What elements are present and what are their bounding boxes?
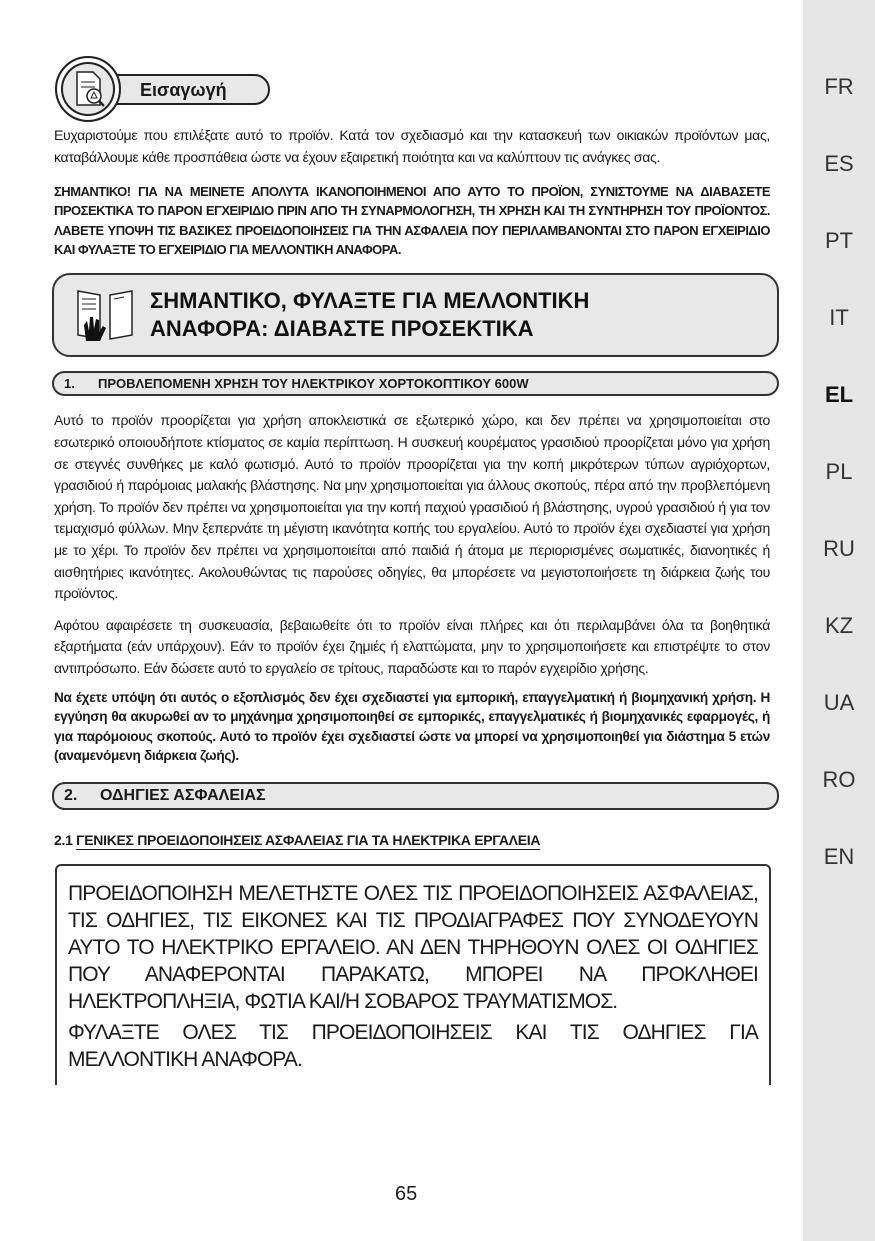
warning-paragraph: ΠΡΟΕΙΔΟΠΟΙΗΣΗ ΜΕΛΕΤΗΣΤΕ ΟΛΕΣ ΤΙΣ ΠΡΟΕΙΔΟΠΟΙΗΣΕΙΣ ΑΣΦΑΛΕΙΑΣ, ΤΙΣ ΟΔΗΓΙΕΣ, ΤΙΣ ΕΙΚΟΝΕΣ ΚΑΙ ΤΙΣ ΠΡΟΔΙΑΓΡΑΦΕΣ ΠΟΥ ΣΥΝΟΔΕΥΟΥΝ ΑΥΤΟ ΤΟ ΗΛΕΚΤΡΙΚΟ ΕΡΓΑΛΕΙΟ. ΑΝ ΔΕΝ ΤΗΡΗΘΟΥΝ ΟΛΕΣ ΟΙ ΟΔΗΓΙΕΣ ΠΟΥ ΑΝΑΦΕΡΟΝΤΑΙ ΠΑΡΑΚΑΤΩ, ΜΠΟΡΕΙ ΝΑ ΠΡΟΚΛΗΘΕΙ ΗΛΕΚΤΡΟΠΛΗΞΙΑ, ΦΩΤΙΑ ΚΑΙ/Η ΣΟΒΑΡΟΣ ΤΡΑΥΜΑΤΙΣΜΟΣ. <box>68 881 758 1013</box>
important-notice-line: ΑΝΑΦΟΡΑ: ΔΙΑΒΑΣΤΕ ΠΡΟΣΕΚΤΙΚΑ <box>150 316 534 342</box>
section-2-heading <box>52 782 779 810</box>
language-tab-es[interactable]: ES <box>824 151 854 176</box>
page-number: 65 <box>395 1183 418 1205</box>
subsection-number: 2.1 <box>54 831 73 848</box>
commercial-use-paragraph: Να έχετε υπόψη ότι αυτός ο εξοπλισμός δεν έχει σχεδιαστεί για εμπορική, επαγγελματική ή βιομηχανική χρήση. Η εγγύηση θα ακυρωθεί αν το μηχάνημα χρησιμοποιηθεί σε εμπορικές, επαγγελματικές ή βιομηχανικές εφαρμογές, ή για παρόμοιους σκοπούς. Αυτό το προϊόν έχει σχεδιαστεί ώστε να μπορεί να χρησιμοποιηθεί για διάστημα 5 ετών (αναμενόμενη διάρκεια ζωής). <box>54 689 770 764</box>
section-title: ΟΔΗΓΙΕΣ ΑΣΦΑΛΕΙΑΣ <box>100 786 266 804</box>
section-number: 2. <box>64 786 78 804</box>
language-tab-ro[interactable]: RO <box>822 767 856 792</box>
intended-use-paragraph: Αυτό το προϊόν προορίζεται για χρήση αποκλειστικά σε εξωτερικό χώρο, και δεν πρέπει να χρησιμοποιείται στο εσωτερικό οποιουδήποτε κτίσματος σε καμία περίπτωση. Η συσκευή κουρέματος γρασιδιού προορίζεται μόνο για χρήση σε στεγνές συνθήκες με καλό φωτισμό. Αυτό το προϊόν προορίζεται για την κοπή μικρότερων τύπων αγριόχορτων, γρασιδιού ή παρόμοιας μαλακής βλάστησης. Να μην χρησιμοποιείται για άλλους σκοπούς, πέρα από την προβλεπόμενη χρήση. Το προϊόν δεν πρέπει να χρησιμοποιείται για την κοπή παχιού γρασιδιού ή βλάστησης, υγρού γρασιδιού ή για τον τεμαχισμό φύλλων. Μην ξεπερνάτε τη μέγιστη ικανότητα κοπής του εργαλείου. Αυτό το προϊόν έχει σχεδιαστεί για χρήση με το χέρι. Το προϊόν δεν πρέπει να χρησιμοποιείται από παιδιά ή άτομα με περιορισμένες σωματικές, διανοητικές ή αισθητήριες ικανότητες. Ακολουθώντας τις παρούσες οδηγίες, θα μπορέσετε να μεγιστοποιήσετε τη διάρκεια ζωής του προϊόντος. <box>54 412 770 602</box>
language-tab-ua[interactable]: UA <box>823 690 855 715</box>
important-notice-box <box>52 273 779 357</box>
language-tab-fr[interactable]: FR <box>824 74 854 99</box>
intro-important-paragraph: ΣΗΜΑΝΤΙΚΟ! ΓΙΑ ΝΑ ΜΕΙΝΕΤΕ ΑΠΟΛΥΤΑ ΙΚΑΝΟΠΟΙΗΜΕΝΟΙ ΑΠΟ ΑΥΤΟ ΤΟ ΠΡΟΪΟΝ, ΣΥΝΙΣΤΟΥΜΕ ΝΑ ΔΙΑΒΑΣΕΤΕ ΠΡΟΣΕΚΤΙΚΑ ΤΟ ΠΑΡΟΝ ΕΓΧΕΙΡΙΔΙΟ ΠΡΙΝ ΑΠΟ ΤΗ ΣΥΝΑΡΜΟΛΟΓΗΣΗ, ΤΗ ΧΡΗΣΗ ΚΑΙ ΤΗ ΣΥΝΤΗΡΗΣΗ ΤΟΥ ΠΡΟΪΟΝΤΟΣ. ΛΑΒΕΤΕ ΥΠΟΨΗ ΤΙΣ ΒΑΣΙΚΕΣ ΠΡΟΕΙΔΟΠΟΙΗΣΕΙΣ ΓΙΑ ΤΗΝ ΑΣΦΑΛΕΙΑ ΠΟΥ ΠΕΡΙΛΑΜΒΑΝΟΝΤΑΙ ΣΤΟ ΠΑΡΟΝ ΕΓΧΕΙΡΙΔΙΟ ΚΑΙ ΦΥΛΑΞΤΕ ΤΟ ΕΓΧΕΙΡΙΔΙΟ ΓΙΑ ΜΕΛΛΟΝΤΙΚΗ ΑΝΑΦΟΡΑ. <box>54 184 770 258</box>
document-warning-icon <box>55 56 121 122</box>
safety-warning-box <box>55 864 771 1085</box>
unpacking-paragraph: Αφότου αφαιρέσετε τη συσκευασία, βεβαιωθείτε ότι το προϊόν είναι πλήρες και ότι περιλαμβάνει όλα τα βοηθητικά εξαρτήματα (εάν υπάρχουν). Εάν το προϊόν έχει ζημιές ή ελαττώματα, μην το χρησιμοποιήσετε και επιστρέψτε το στον αντιπρόσωπο. Εάν δώσετε αυτό το εργαλείο σε τρίτους, παραδώστε και το παρόν εγχειρίδιο χρήσης. <box>54 616 770 676</box>
intro-heading <box>100 74 270 105</box>
language-tab-en[interactable]: EN <box>823 844 855 869</box>
language-tab-it[interactable]: IT <box>829 305 849 330</box>
intro-header <box>54 56 770 122</box>
read-manual-icon <box>74 285 136 343</box>
language-tab-kz[interactable]: KZ <box>824 613 854 638</box>
important-notice-line: ΣΗΜΑΝΤΙΚΟ, ΦΥΛΑΞΤΕ ΓΙΑ ΜΕΛΛΟΝΤΙΚΗ <box>150 288 590 314</box>
content-column <box>54 56 770 1085</box>
section-title: ΠΡΟΒΛΕΠΟΜΕΝΗ ΧΡΗΣΗ ΤΟΥ ΗΛΕΚΤΡΙΚΟΥ ΧΟΡΤΟΚΟΠΤΙΚΟΥ 600W <box>98 376 529 392</box>
subsection-title: ΓΕΝΙΚΕΣ ΠΡΟΕΙΔΟΠΟΙΗΣΕΙΣ ΑΣΦΑΛΕΙΑΣ ΓΙΑ ΤΑ ΗΛΕΚΤΡΙΚΑ ΕΡΓΑΛΕΙΑ <box>76 831 541 848</box>
language-tab-ru[interactable]: RU <box>823 536 855 561</box>
subsection-heading <box>54 830 770 850</box>
language-tab-pt[interactable]: PT <box>824 228 854 253</box>
language-tab-pl[interactable]: PL <box>825 459 853 484</box>
language-tab-el[interactable]: EL <box>824 382 854 407</box>
intro-title: Εισαγωγή <box>140 80 227 100</box>
intro-paragraph: Ευχαριστούμε που επιλέξατε αυτό το προϊόν. Κατά τον σχεδιασμό και την κατασκευή των οικιακών προϊόντων μας, καταβάλλουμε κάθε προσπάθεια ώστε να έχουν εξαιρετική ποιότητα και να καλύπτουν τις ανάγκες σας. <box>54 127 770 165</box>
section-1-heading <box>52 371 779 396</box>
warning-paragraph: ΦΥΛΑΞΤΕ ΟΛΕΣ ΤΙΣ ΠΡΟΕΙΔΟΠΟΙΗΣΕΙΣ ΚΑΙ ΤΙΣ ΟΔΗΓΙΕΣ ΓΙΑ ΜΕΛΛΟΝΤΙΚΗ ΑΝΑΦΟΡΑ. <box>68 1020 758 1071</box>
language-sidebar <box>803 0 875 1241</box>
important-notice-title <box>150 287 767 343</box>
section-number: 1. <box>64 376 75 392</box>
